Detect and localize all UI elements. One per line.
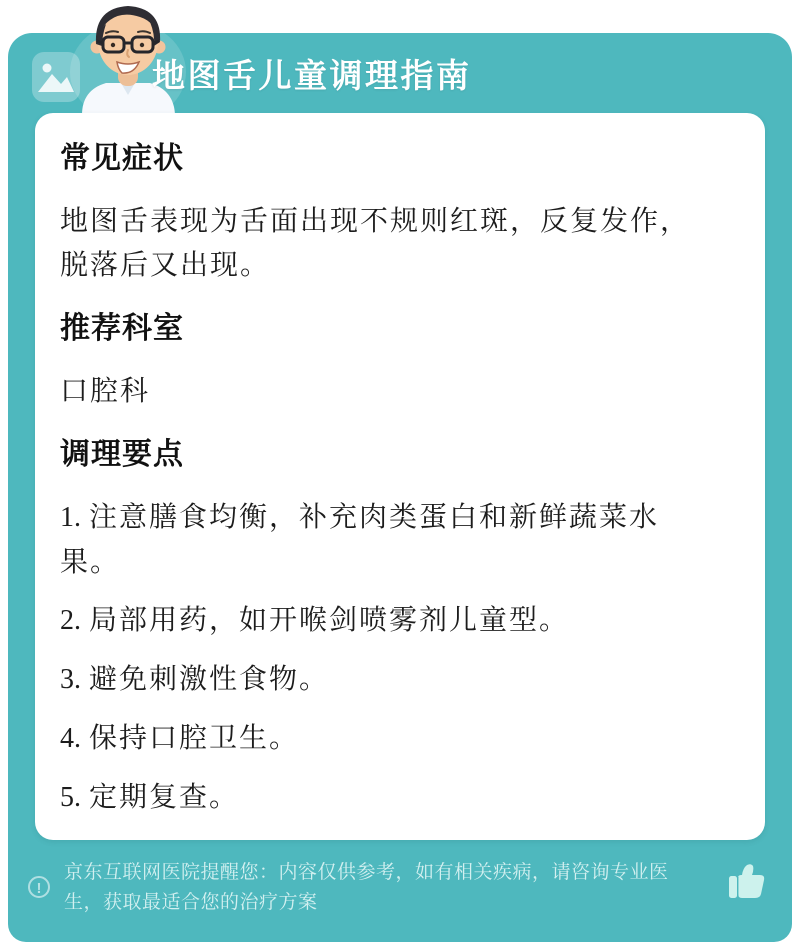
list-item-text: 局部用药，如开喉剑喷雾剂儿童型。 [89, 604, 570, 635]
department-text: 口腔科 [60, 375, 151, 406]
symptoms-text: 地图舌表现为舌面出现不规则红斑，反复发作，脱落后又出现。 [60, 205, 691, 280]
info-icon: ! [28, 876, 50, 898]
footer-disclaimer-bar [0, 852, 800, 932]
thumbs-up-icon[interactable] [724, 862, 768, 904]
section-heading-department: 推荐科室 [60, 312, 184, 345]
page-title: 地图舌儿童调理指南 [152, 57, 472, 94]
list-item-number: 5. [60, 782, 81, 813]
list-item [60, 775, 678, 820]
list-item-text: 定期复查。 [89, 781, 240, 812]
list-item-number: 3. [60, 664, 81, 695]
disclaimer-text: 京东互联网医院提醒您：内容仅供参考，如有相关疾病，请咨询专业医生，获取最适合您的治疗方案 [64, 862, 669, 913]
list-item-text: 保持口腔卫生。 [89, 722, 300, 753]
list-item-number: 4. [60, 723, 81, 754]
list-item-text: 避免刺激性食物。 [89, 663, 330, 694]
care-points-list [60, 495, 740, 820]
section-heading-care-points: 调理要点 [60, 438, 184, 471]
list-item [60, 598, 678, 643]
list-item [60, 657, 678, 702]
list-item-text: 注意膳食均衡，补充肉类蛋白和新鲜蔬菜水果。 [60, 501, 660, 577]
list-item [60, 495, 678, 584]
section-heading-symptoms: 常见症状 [60, 142, 184, 175]
list-item-number: 1. [60, 502, 81, 533]
guide-card [35, 113, 765, 840]
list-item-number: 2. [60, 605, 81, 636]
list-item [60, 716, 678, 761]
